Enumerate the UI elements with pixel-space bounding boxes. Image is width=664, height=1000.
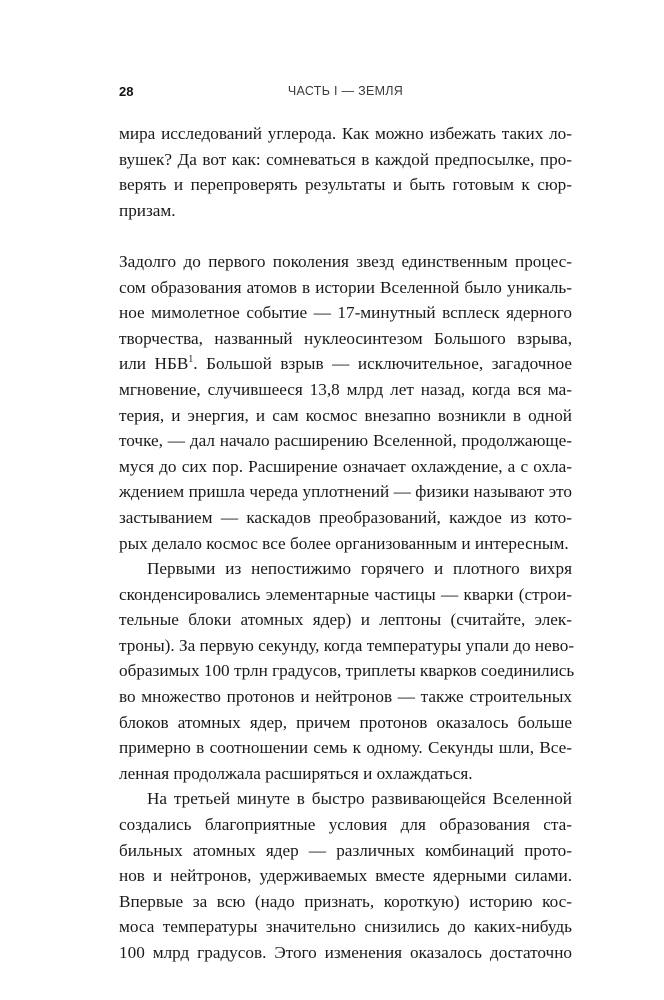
paragraph-4 — [119, 786, 572, 965]
text-line: моса температуры значительно снизились до каких-нибудь — [119, 917, 572, 937]
text-line: точке, — дал начало расширению Вселенной, продолжающе- — [119, 431, 572, 451]
text-line: Задолго до первого поколения звезд единственным процес- — [119, 251, 572, 271]
text-fragment: или НБВ — [119, 354, 189, 374]
paragraph-1 — [119, 121, 572, 223]
text-line: верять и перепроверять результаты и быть готовым к сюр- — [119, 175, 572, 195]
text-line: Впервые за всю (надо признать, короткую) историю кос- — [119, 891, 572, 911]
text-line: вушек? Да вот как: сомневаться в каждой предпосылке, про- — [119, 149, 572, 169]
running-header — [119, 84, 572, 104]
text-line: 100 млрд градусов. Этого изменения оказалось достаточно — [119, 943, 572, 962]
text-line: нов и нейтронов, удерживаемых вместе ядерными силами. — [119, 866, 572, 886]
text-line: муся до сих пор. Расширение означает охлаждение, а с охла- — [119, 456, 572, 476]
text-line: призам. — [119, 200, 176, 220]
text-line: застыванием — каскадов преобразований, каждое из кото- — [119, 507, 572, 527]
section-title: ЧАСТЬ I — ЗЕМЛЯ — [287, 84, 404, 98]
page-number: 28 — [119, 84, 134, 99]
text-line: Первыми из непостижимо горячего и плотного вихря — [147, 559, 572, 579]
text-line: ленная продолжала расширяться и охлаждаться. — [119, 763, 473, 783]
text-line: ное мимолетное событие — 17-минутный всплеск ядерного — [119, 303, 572, 323]
paragraph-3 — [119, 556, 575, 786]
text-line: творчества, названный нуклеосинтезом Большого взрыва, — [119, 328, 572, 348]
text-line: ждением пришла череда уплотнений — физики называют это — [119, 482, 572, 502]
text-line: сом образования атомов в истории Вселенной было уникаль- — [119, 277, 572, 297]
text-line — [119, 351, 572, 377]
text-line: во множество протонов и нейтронов — также строительных — [119, 687, 572, 707]
text-line: мгновение, случившееся 13,8 млрд лет назад, когда вся ма- — [119, 379, 572, 399]
text-line: терия, и энергия, и сам космос внезапно возникли в одной — [119, 405, 572, 425]
text-line: образимых 100 трлн градусов, триплеты кварков соединились — [119, 661, 575, 681]
text-line: примерно в соотношении семь к одному. Секунды шли, Все- — [119, 738, 572, 758]
text-line: создались благоприятные условия для образования ста- — [119, 815, 572, 835]
text-line: сконденсировались элементарные частицы — кварки (строи- — [119, 584, 572, 604]
text-line: блоков атомных ядер, причем протонов оказалось больше — [119, 712, 572, 732]
section-break — [119, 223, 572, 249]
text-line: тельные блоки атомных ядер) и лептоны (считайте, элек- — [119, 610, 572, 630]
text-fragment: . Большой взрыв — исключительное, загадочное — [193, 354, 573, 374]
text-line: рых делало космос все более организованным и интересным. — [119, 533, 569, 553]
paragraph-2 — [119, 249, 572, 556]
body-text — [119, 121, 575, 966]
text-line: На третьей минуте в быстро развивающейся Вселенной — [147, 789, 572, 809]
text-line: бильных атомных ядер — различных комбинаций прото- — [119, 840, 572, 860]
text-line: троны). За первую секунду, когда температуры упали до нево- — [119, 635, 575, 655]
footnote-reference[interactable]: 1 — [188, 354, 194, 366]
text-line: мира исследований углерода. Как можно избежать таких ло- — [119, 124, 572, 143]
